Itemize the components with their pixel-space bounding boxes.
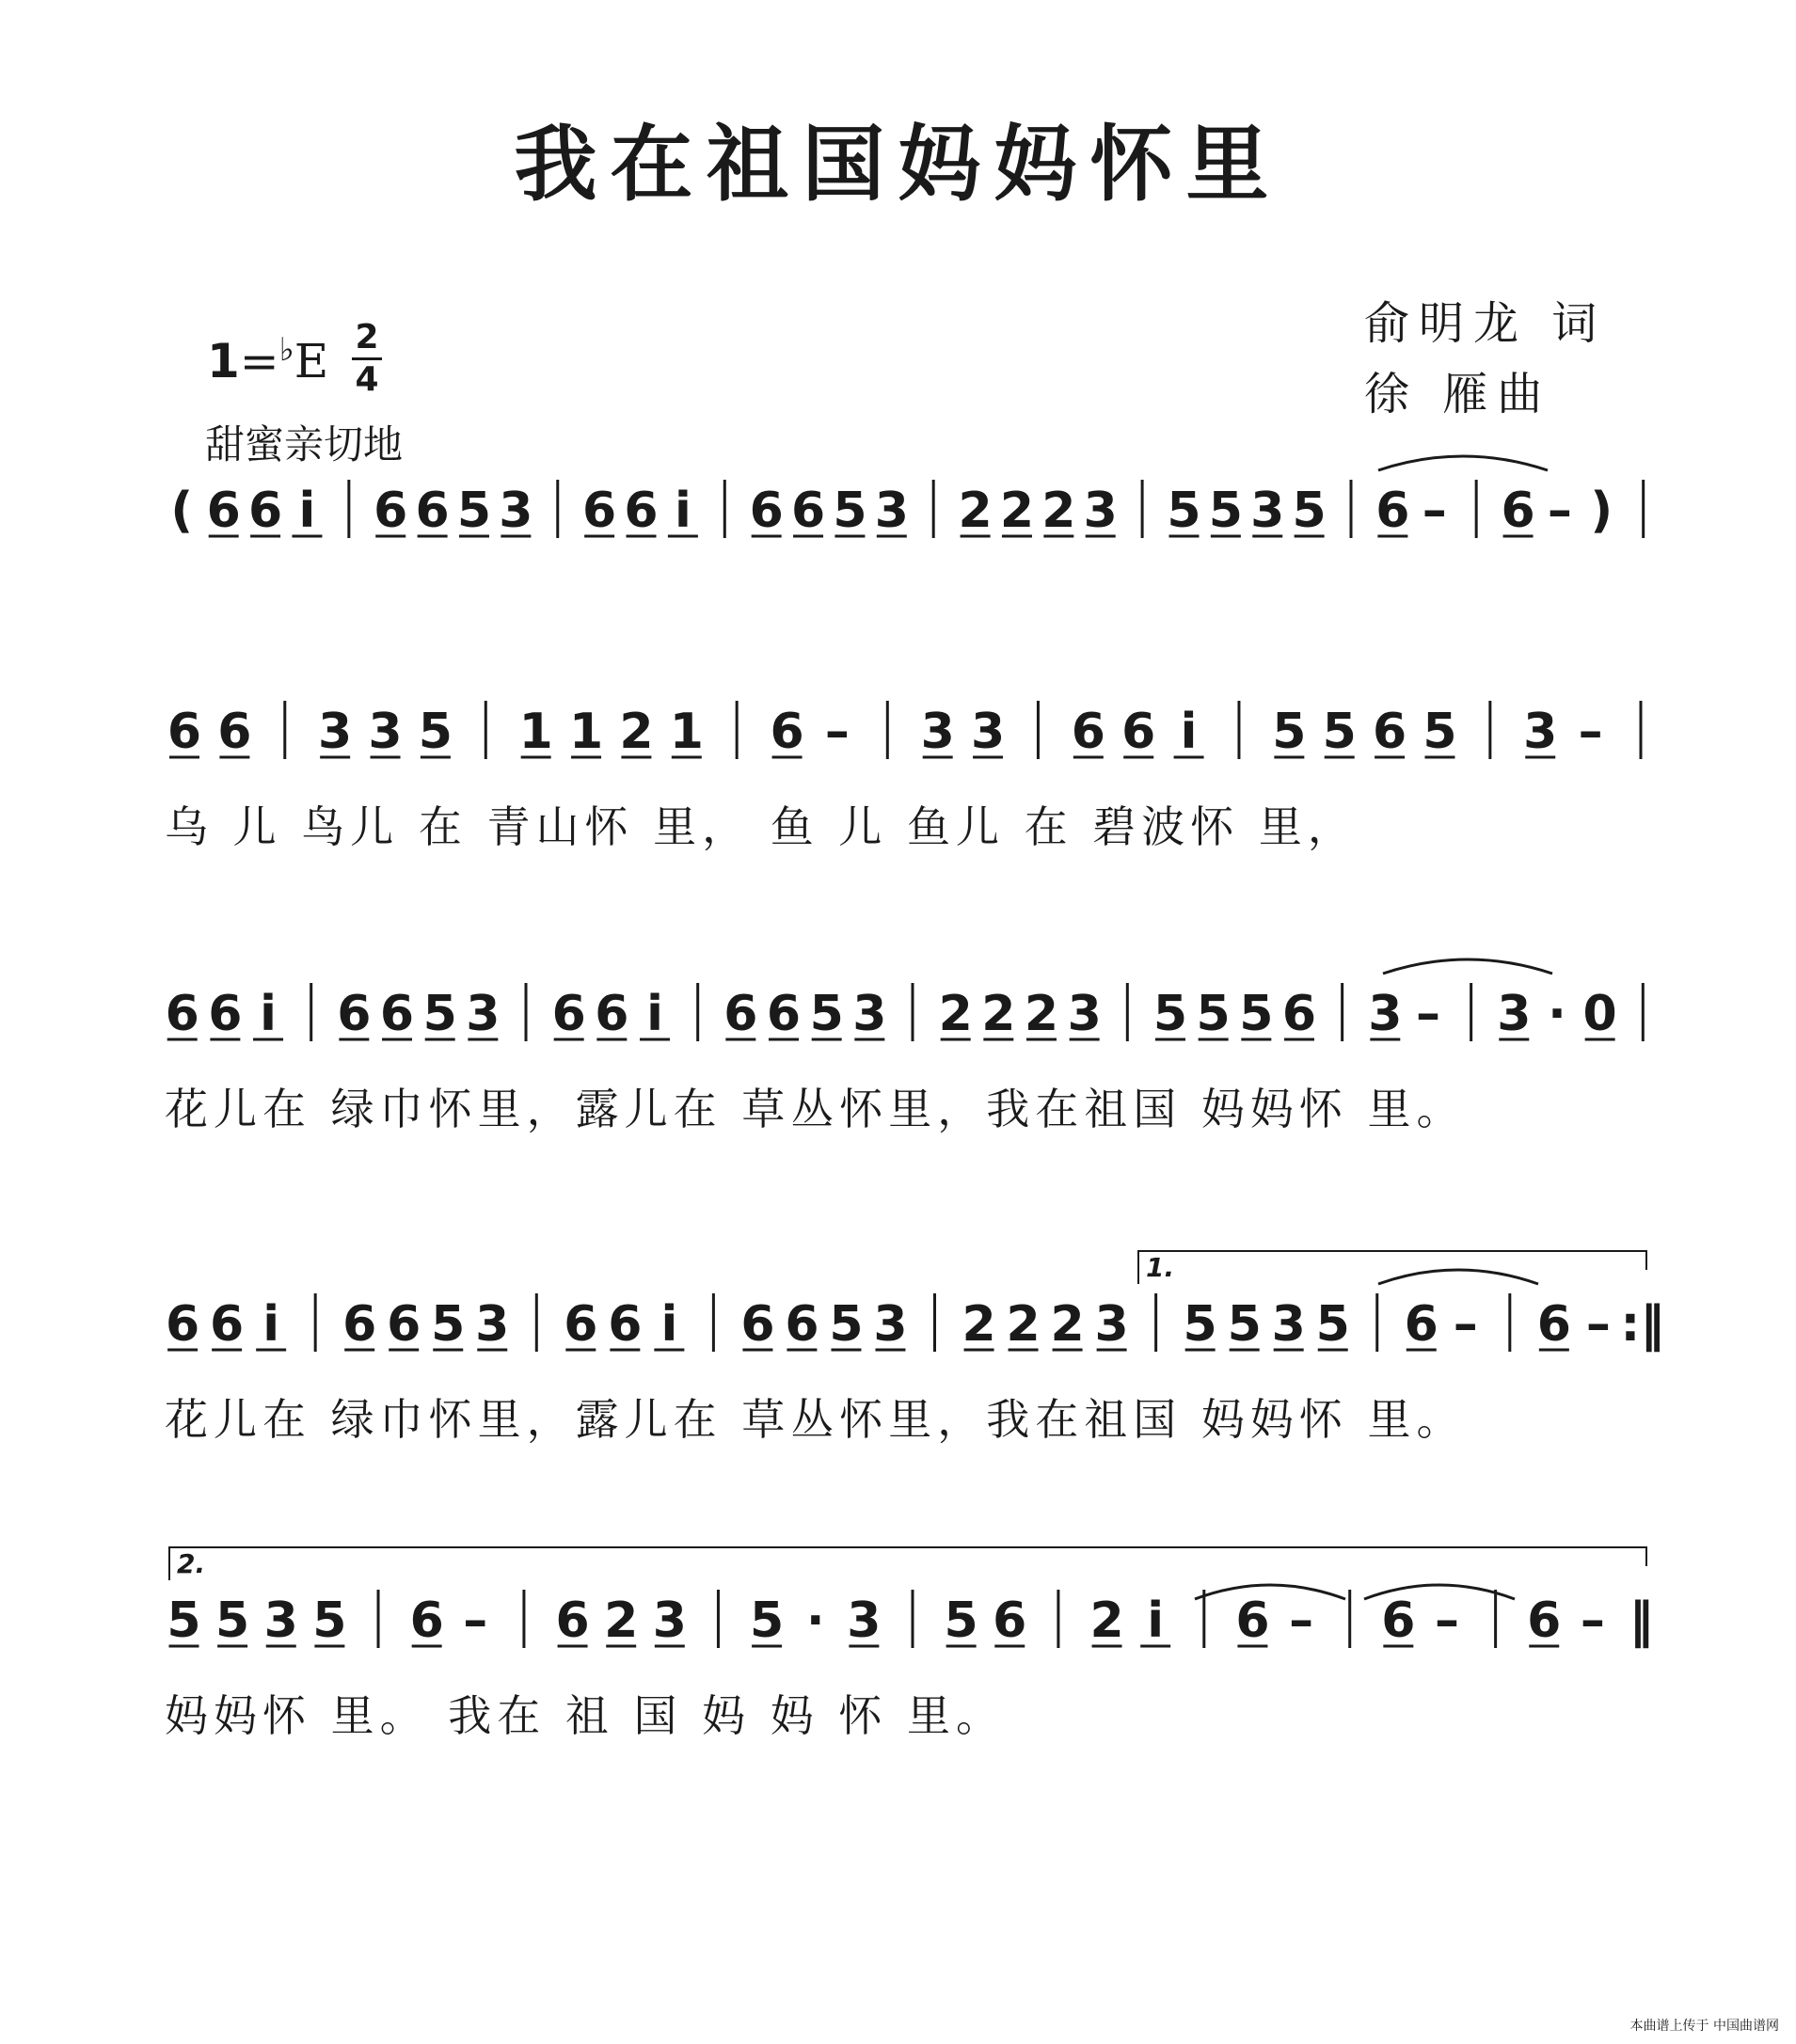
note: 6 bbox=[1071, 704, 1105, 760]
notation-symbol: – bbox=[1578, 704, 1603, 760]
note: 5 bbox=[1422, 704, 1457, 760]
note: i bbox=[1147, 1592, 1165, 1649]
meter-bottom: 4 bbox=[355, 360, 379, 399]
note: i bbox=[660, 1296, 678, 1353]
note: 6 bbox=[1404, 1296, 1438, 1353]
note: 0 bbox=[1582, 986, 1617, 1042]
note: 5 bbox=[1315, 1296, 1350, 1353]
note: 5 bbox=[312, 1592, 347, 1649]
note: 6 bbox=[555, 1592, 590, 1649]
note: 3 bbox=[318, 704, 353, 760]
note: 5 bbox=[1322, 704, 1357, 760]
note: 6 bbox=[1373, 704, 1407, 760]
note: 6 bbox=[1235, 1592, 1270, 1649]
note: 6 bbox=[415, 483, 450, 539]
note: 3 bbox=[1067, 986, 1102, 1042]
note: 6 bbox=[770, 704, 804, 760]
notation-symbol: – bbox=[1289, 1592, 1314, 1649]
note: 2 bbox=[1041, 483, 1076, 539]
note: 6 bbox=[217, 704, 252, 760]
final-barline: :‖ bbox=[1620, 1296, 1665, 1353]
note: 6 bbox=[342, 1296, 377, 1353]
note: 3 bbox=[847, 1592, 882, 1649]
note: 2 bbox=[938, 986, 973, 1042]
note: 5 bbox=[829, 1296, 864, 1353]
note: 2 bbox=[958, 483, 993, 539]
note: 2 bbox=[1024, 986, 1059, 1042]
note: 3 bbox=[263, 1592, 298, 1649]
note: 2 bbox=[1089, 1592, 1124, 1649]
note: 3 bbox=[1083, 483, 1118, 539]
note: 2 bbox=[981, 986, 1016, 1042]
note: i bbox=[1180, 704, 1198, 760]
note: 5 bbox=[1292, 483, 1327, 539]
note: 5 bbox=[1183, 1296, 1217, 1353]
note: 2 bbox=[999, 483, 1035, 539]
note: 2 bbox=[1006, 1296, 1041, 1353]
note: 6 bbox=[208, 986, 243, 1042]
note: 3 bbox=[466, 986, 501, 1042]
notation-symbol: ( bbox=[170, 483, 194, 539]
composer-credit: 徐 雁曲 bbox=[1364, 368, 1552, 420]
volta-bracket bbox=[169, 1547, 1646, 1580]
notation-symbol: – bbox=[824, 704, 850, 760]
note: 6 bbox=[1121, 704, 1156, 760]
note: 1 bbox=[518, 704, 553, 760]
volta-number: 1. bbox=[1146, 1252, 1175, 1283]
note: 6 bbox=[551, 986, 586, 1042]
tie-arc bbox=[1378, 1270, 1538, 1284]
notation-symbol: ) bbox=[1590, 483, 1613, 539]
note: 6 bbox=[165, 986, 199, 1042]
note: 2 bbox=[619, 704, 654, 760]
lyricist-credit: 俞明龙 词 bbox=[1364, 297, 1607, 350]
note: 5 bbox=[215, 1592, 250, 1649]
note: 3 bbox=[970, 704, 1006, 760]
note: 5 bbox=[456, 483, 492, 539]
note: 6 bbox=[1501, 483, 1535, 539]
notation-symbol: – bbox=[1434, 1592, 1459, 1649]
note: 6 bbox=[247, 483, 283, 539]
note: 3 bbox=[1497, 986, 1532, 1042]
lyric-line: 妈妈怀 里。 我在 祖 国 妈 妈 怀 里。 bbox=[165, 1690, 1005, 1741]
note: 6 bbox=[749, 483, 784, 539]
notation-symbol: – bbox=[1585, 1296, 1611, 1353]
note: i bbox=[674, 483, 691, 539]
note: 6 bbox=[582, 483, 617, 539]
note: 5 bbox=[418, 704, 453, 760]
lyric-line: 乌 儿 鸟儿 在 青山怀 里， 鱼 儿 鱼儿 在 碧波怀 里， bbox=[165, 801, 1357, 852]
note: 6 bbox=[210, 1296, 245, 1353]
note: 3 bbox=[873, 1296, 908, 1353]
note: 5 bbox=[809, 986, 844, 1042]
note: 6 bbox=[790, 483, 826, 539]
notation-symbol: · bbox=[805, 1592, 825, 1649]
volta-number: 2. bbox=[177, 1548, 206, 1579]
note: 3 bbox=[874, 483, 909, 539]
note: 6 bbox=[1536, 1296, 1571, 1353]
note: i bbox=[298, 483, 316, 539]
note: 3 bbox=[920, 704, 955, 760]
note: 3 bbox=[499, 483, 533, 539]
note: 5 bbox=[167, 1592, 201, 1649]
note: 3 bbox=[1271, 1296, 1306, 1353]
flat-sign: ♭ bbox=[278, 331, 294, 369]
note: 3 bbox=[652, 1592, 687, 1649]
note: i bbox=[262, 1296, 280, 1353]
lyric-line: 花儿在 绿巾怀里，露儿在 草丛怀里，我在祖国 妈妈怀 里。 bbox=[165, 1394, 1466, 1445]
note: 5 bbox=[833, 483, 867, 539]
note: 2 bbox=[604, 1592, 639, 1649]
note: 6 bbox=[993, 1592, 1027, 1649]
upload-footer: 本曲谱上传于 中国曲谱网 bbox=[1629, 2019, 1779, 2034]
note: 6 bbox=[1375, 483, 1410, 539]
note: 6 bbox=[723, 986, 758, 1042]
notation-symbol: – bbox=[1422, 483, 1447, 539]
tie-arc bbox=[1378, 456, 1548, 470]
notation-symbol: – bbox=[1415, 986, 1440, 1042]
notation-symbol: · bbox=[1548, 986, 1566, 1042]
note: 5 bbox=[1152, 986, 1188, 1042]
notation-symbol: – bbox=[463, 1592, 488, 1649]
note: 5 bbox=[1272, 704, 1307, 760]
note: 5 bbox=[1227, 1296, 1262, 1353]
note: i bbox=[260, 986, 277, 1042]
note: 3 bbox=[368, 704, 403, 760]
notation-symbol: – bbox=[1453, 1296, 1478, 1353]
note: 3 bbox=[1250, 483, 1285, 539]
note: 6 bbox=[766, 986, 802, 1042]
note: 3 bbox=[475, 1296, 510, 1353]
note: 3 bbox=[1094, 1296, 1129, 1353]
note: 5 bbox=[1208, 483, 1243, 539]
meter-top: 2 bbox=[355, 318, 379, 357]
note: 5 bbox=[1196, 986, 1231, 1042]
notation-symbol: – bbox=[1580, 1592, 1605, 1649]
note: 6 bbox=[374, 483, 408, 539]
note: 6 bbox=[1281, 986, 1317, 1042]
note: 6 bbox=[785, 1296, 819, 1353]
note: 5 bbox=[944, 1592, 978, 1649]
note: 1 bbox=[568, 704, 604, 760]
note: 6 bbox=[595, 986, 629, 1042]
note: 5 bbox=[1239, 986, 1274, 1042]
note: 6 bbox=[740, 1296, 775, 1353]
notation-symbol: – bbox=[1547, 483, 1572, 539]
song-title: 我在祖国妈妈怀里 bbox=[514, 115, 1282, 213]
note: 6 bbox=[379, 986, 415, 1042]
note: 6 bbox=[624, 483, 659, 539]
tempo-marking: 甜蜜亲切地 bbox=[205, 421, 404, 467]
note: 6 bbox=[166, 1296, 200, 1353]
note: 5 bbox=[422, 986, 457, 1042]
note: 2 bbox=[962, 1296, 996, 1353]
note: 1 bbox=[669, 704, 704, 760]
lyric-line: 花儿在 绿巾怀里，露儿在 草丛怀里，我在祖国 妈妈怀 里。 bbox=[165, 1084, 1466, 1134]
note: 6 bbox=[206, 483, 241, 539]
note: 6 bbox=[337, 986, 372, 1042]
note: 5 bbox=[750, 1592, 785, 1649]
tie-arc bbox=[1383, 959, 1552, 974]
note: 3 bbox=[1523, 704, 1558, 760]
note: 6 bbox=[564, 1296, 598, 1353]
note: 6 bbox=[1381, 1592, 1416, 1649]
key-letter: E bbox=[294, 334, 329, 388]
final-barline: ‖ bbox=[1629, 1592, 1654, 1649]
note: 6 bbox=[1527, 1592, 1562, 1649]
note: 3 bbox=[852, 986, 887, 1042]
note: 6 bbox=[387, 1296, 421, 1353]
note: 6 bbox=[167, 704, 202, 760]
tie-arc bbox=[1195, 1585, 1345, 1599]
note: 6 bbox=[608, 1296, 643, 1353]
note: 5 bbox=[431, 1296, 466, 1353]
note: i bbox=[646, 986, 663, 1042]
note: 2 bbox=[1050, 1296, 1085, 1353]
note: 6 bbox=[409, 1592, 444, 1649]
key-tonic: 1 bbox=[207, 334, 240, 388]
note: 3 bbox=[1368, 986, 1403, 1042]
key-equals: = bbox=[239, 334, 279, 388]
note: 5 bbox=[1167, 483, 1201, 539]
